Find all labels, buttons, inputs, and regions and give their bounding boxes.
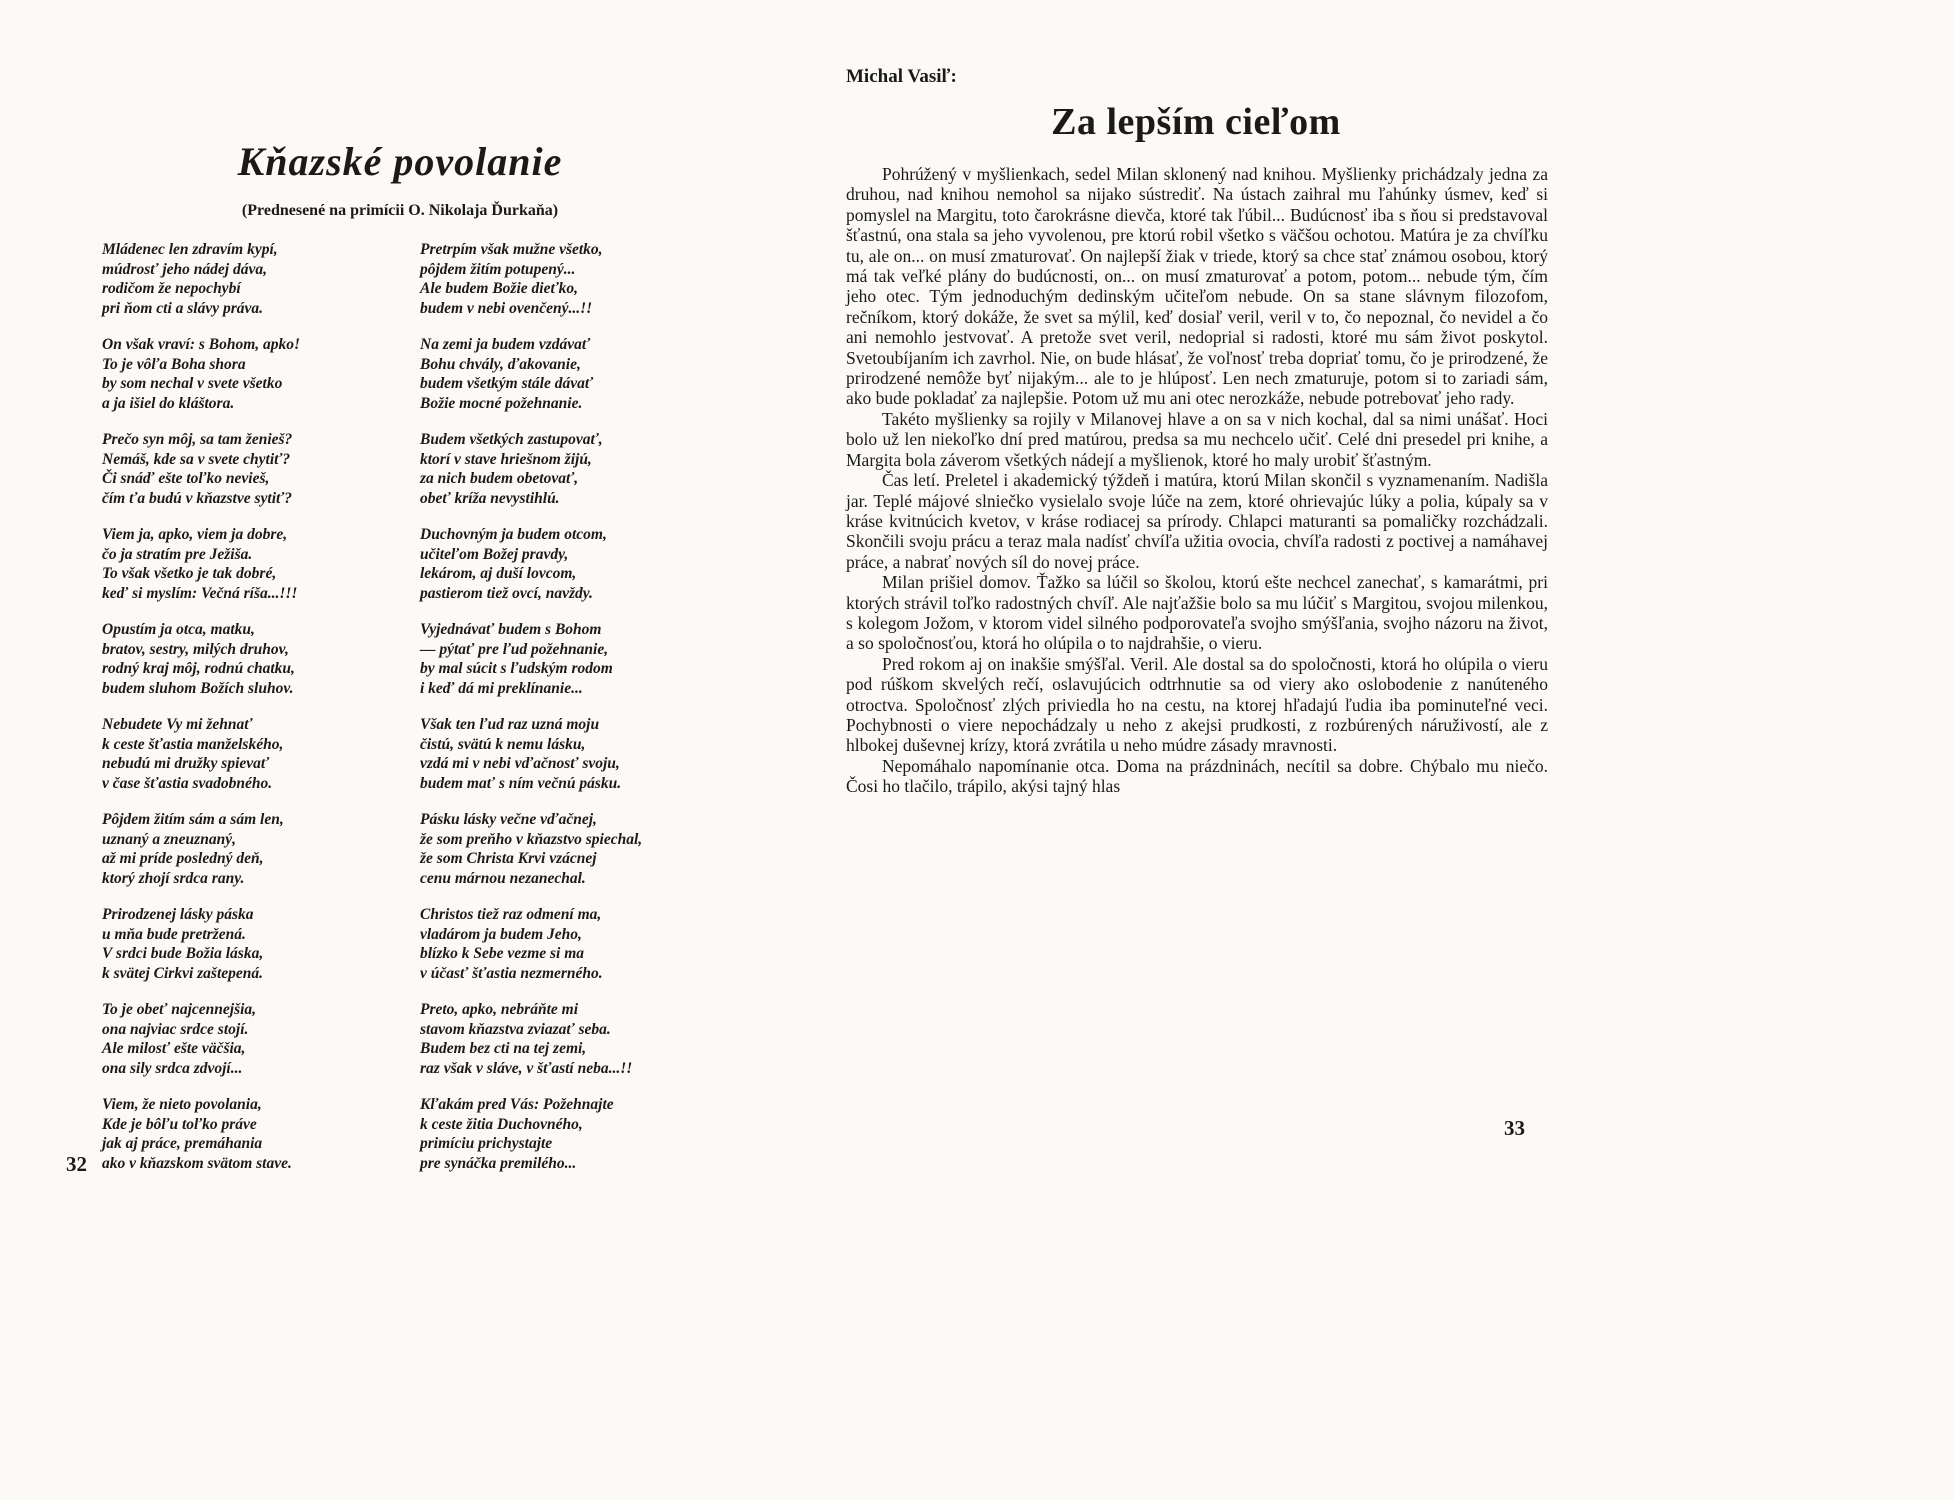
poem-stanza: Pôjdem žitím sám a sám len, uznaný a zneuznaný, až mi príde posledný deň, ktorý zhojí srdca rany. <box>102 811 284 887</box>
page-number-left: 32 <box>66 1152 87 1176</box>
poem-stanza: Preto, apko, nebráňte mi stavom kňazstva zviazať seba. Budem bez cti na tej zemi, raz však v sláve, v šťastí neba...!! <box>420 1001 633 1077</box>
article-paragraph: Pred rokom aj on inakšie smýšľal. Veril. Ale dostal sa do spoločnosti, ktorá ho olúpila o vieru pod rúškom skvelých rečí, oslavujúcich odtrhnutie sa od viery ako oslobodenie z nanúteného otroctva. Spoločnosť zlých priviedla ho na cestu, na ktorej hľadajú ľudia iba pominuteľné veci. Pochybnosti o viere nepochádzaly u neho z akejsi prudkosti, z rozbúrených náruživostí, ale z hlbokej duševnej krízy, ktorá zvrátila u neho múdre zásady mravnosti. <box>846 653 1548 756</box>
poem-stanza: Na zemi ja budem vzdávať Bohu chvály, ďakovanie, budem všetkým stále dávať Božie mocné požehnanie. <box>420 336 594 412</box>
poem-column-1 <box>102 240 392 1190</box>
article-paragraph: Nepomáhalo napomínanie otca. Doma na prázdninách, necítil sa dobre. Chýbalo mu niečo. Čosi ho tlačilo, trápilo, akýsi tajný hlas <box>846 755 1548 797</box>
poem-title: Kňazské povolanie <box>237 139 563 184</box>
poem-stanza: Pretrpím však mužne všetko, pôjdem žitím potupený... Ale budem Božie dieťko, budem v nebi ovenčený...!! <box>420 241 603 317</box>
poem-stanza: Prečo syn môj, sa tam ženieš? Nemáš, kde sa v svete chytiť? Či snáď ešte toľko nevieš, čím ťa budú v kňazstve sytiť? <box>102 431 293 507</box>
poem-stanza: Viem, že nieto povolania, Kde je bôľu toľko práve jak aj práce, premáhania ako v kňazskom svätom stave. <box>102 1096 292 1172</box>
poem-subtitle: (Prednesené na primícii O. Nikolaja Ďurkaňa) <box>241 202 559 219</box>
article-paragraph: Čas letí. Preletel i akademický týždeň i matúra, ktorú Milan skončil s vyznamenaním. Nadišla jar. Teplé májové slniečko vysielalo svoje lúče na zem, ktoré ohrievajúc lúky a polia, kúpaly sa v kráse kvitnúcich kvetov, v kráse rodiacej sa prírody. Chlapci maturanti sa pomaličky rozchádzali. Skončili svoju prácu a teraz mala nadísť chvíľa užitia ovocia, chvíľa radosti z poctivej a namáhavej práce, a nabrať nových síl do novej práce. <box>846 470 1548 572</box>
poem-stanza: Duchovným ja budem otcom, učiteľom Božej pravdy, lekárom, aj duší lovcom, pastierom tiež ovcí, navždy. <box>420 526 607 602</box>
poem-stanza: Christos tiež raz odmení ma, vladárom ja budem Jeho, blízko k Sebe vezme si ma v účasť šťastia nezmerného. <box>420 906 603 982</box>
poem-stanza: Prirodzenej lásky páska u mňa bude pretržená. V srdci bude Božia láska, k svätej Cirkvi zaštepená. <box>102 906 264 982</box>
poem-stanza: Mládenec len zdravím kypí, múdrosť jeho nádej dáva, rodičom že nepochybí pri ňom cti a slávy práva. <box>102 241 278 317</box>
poem-stanza: Vyjednávať budem s Bohom — pýtať pre ľud požehnanie, by mal súcit s ľudským rodom i keď dá mi preklínanie... <box>420 621 613 697</box>
article-paragraph: Pohrúžený v myšlienkach, sedel Milan sklonený nad knihou. Myšlienky prichádzaly jedna za druhou, nad knihou nemohol sa nijako sústrediť. Na ústach zaihral mu ľahúnky úsmev, keď si pomyslel na Margitu, toto čarokrásne dievča, ktoré tak ľúbil... Budúcnosť iba s ňou si predstavoval šťastnú, ona stala sa jeho vyvolenou, pre ktorú robil všetko s väčšou ochotou. Matúra je za chvíľku tu, ale on... on musí zmaturovať. On najlepší žiak v triede, ktorý sa chce stať známou osobou, ktorý má tak veľké plány do budúcnosti, on... on musí zmaturovať a potom, potom... nebude tým, čím jeho otec. Tým jednoduchým dedinským učiteľom nebude. On sa stane slávnym filozofom, rečníkom, ktorý dokáže, že svet sa mýlil, keď dosiaľ veril, veril v to, čo nepoznal, čo nevidel a čo ani nemohlo jestvovať. A pretože svet veril, nedoprial si radosti, ktoré mu sám život poskytol. Svetoubíjaním ich zavrhol. Nie, on bude hlásať, že voľnosť treba dopriať tomu, čo je prirodzené, že prirodzené nemôže byť nijakým... ale to je hlúposť. Len nech zmaturuje, potom si to zariadi sám, ako bude pokladať za najlepšie. Potom už mu ani otec nerozkáže, nebude potrebovať jeho rady. <box>846 164 1548 409</box>
poem-stanza: To je obeť najcennejšia, ona najviac srdce stojí. Ale milosť ešte väčšia, ona sily srdca zdvojí... <box>102 1001 257 1077</box>
page-number-right: 33 <box>1504 1116 1525 1140</box>
poem-stanza: Nebudete Vy mi žehnať k ceste šťastia manželského, nebudú mi družky spievať v čase šťastia svadobného. <box>102 716 284 792</box>
article-paragraph: Milan prišiel domov. Ťažko sa lúčil so školou, ktorú ešte nechcel zanechať, s kamarátmi, pri ktorých strávil toľko radostných chvíľ. Ale najťažšie bolo sa mu lúčiť s Margitou, svojou milenkou, s kolegom Jožom, v ktorom videl silného podporovateľa svojho smýšľania, svojho názoru na život, a so spoločnosťou, ktorá ho olúpila o to najdrahšie, o vieru. <box>846 572 1548 654</box>
article-paragraph: Takéto myšlienky sa rojily v Milanovej hlave a on sa v nich kochal, dal sa nimi unášať. Hoci bolo už len niekoľko dní pred matúrou, predsa sa mu nechcelo učiť. Celé dni presedel pri knihe, a Margita bola záverom všetkých nádejí a myšlienok, ktoré ho maly urobiť šťastným. <box>846 408 1548 470</box>
poem-stanza: Viem ja, apko, viem ja dobre, čo ja stratím pre Ježiša. To však všetko je tak dobré, keď si myslím: Večná ríša...!!! <box>102 526 298 602</box>
poem-stanza: Pásku lásky večne vďačnej, že som preňho v kňazstvo spiechal, že som Christa Krvi vzácnej cenu márnou nezanechal. <box>420 811 643 887</box>
poem-stanza: Budem všetkých zastupovať, ktorí v stave hriešnom žijú, za nich budem obetovať, obeť kríža nevystihlú. <box>420 431 603 507</box>
poem-stanza: Kľakám pred Vás: Požehnajte k ceste žitia Duchovného, primíciu prichystajte pre synáčka premilého... <box>420 1096 614 1172</box>
poem-stanza: Opustím ja otca, matku, bratov, sestry, milých druhov, rodný kraj môj, rodnú chatku, budem sluhom Božích sluhov. <box>102 621 295 697</box>
article-title: Za lepším cieľom <box>1051 101 1341 143</box>
article-body <box>846 164 1548 797</box>
article-author: Michal Vasiľ: <box>846 66 957 87</box>
poem-stanza: On však vraví: s Bohom, apko! To je vôľa Boha shora by som nechal v svete všetko a ja išiel do kláštora. <box>102 336 301 412</box>
poem-stanza: Však ten ľud raz uzná moju čistú, svätú k nemu lásku, vzdá mi v nebi vďačnosť svoju, budem mať s ním večnú pásku. <box>420 716 622 792</box>
poem-column-2 <box>420 240 710 1190</box>
